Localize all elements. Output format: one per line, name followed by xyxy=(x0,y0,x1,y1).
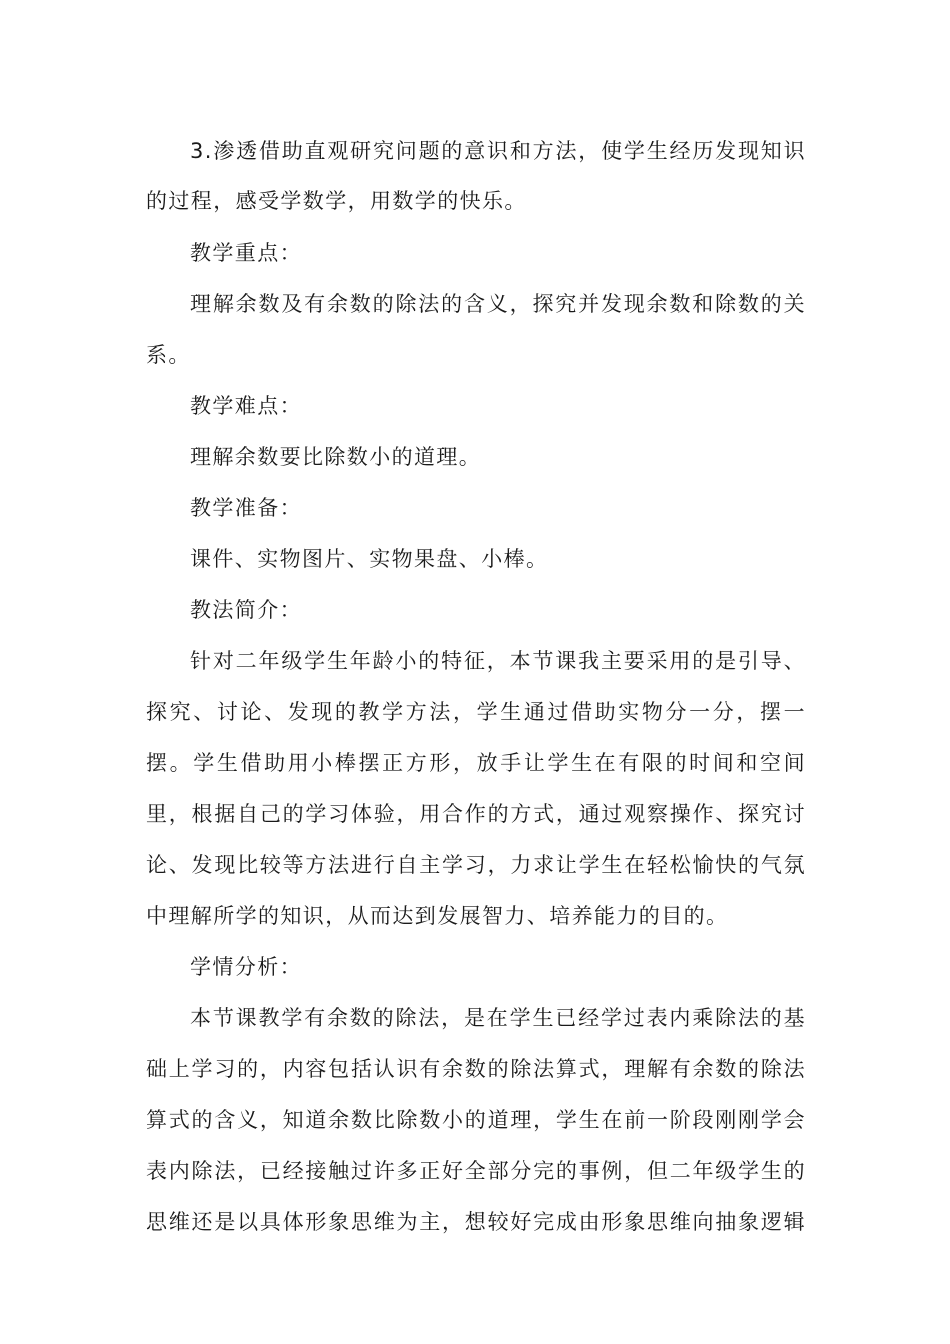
analysis-line-4: 表内除法，已经接触过许多正好全部分完的事例，但二年级学生的 xyxy=(146,1159,806,1183)
objective3-line-2: 的过程，感受学数学，用数学的快乐。 xyxy=(146,189,527,213)
method-line-3: 摆。学生借助用小棒摆正方形，放手让学生在有限的时间和空间 xyxy=(146,751,806,775)
difficulty-line-1: 理解余数要比除数小的道理。 xyxy=(190,445,482,469)
key-points-line-1: 理解余数及有余数的除法的含义，探究并发现余数和除数的关 xyxy=(190,292,806,316)
key-points-heading: 教学重点： xyxy=(190,241,302,265)
difficulty-heading: 教学难点： xyxy=(190,394,302,418)
preparation-heading: 教学准备： xyxy=(190,496,302,520)
method-line-2: 探究、讨论、发现的教学方法，学生通过借助实物分一分，摆一 xyxy=(146,700,806,724)
analysis-line-5: 思维还是以具体形象思维为主，想较好完成由形象思维向抽象逻辑 xyxy=(146,1210,806,1234)
analysis-line-3: 算式的含义，知道余数比除数小的道理，学生在前一阶段刚刚学会 xyxy=(146,1108,806,1132)
analysis-line-2: 础上学习的，内容包括认识有余数的除法算式，理解有余数的除法 xyxy=(146,1057,806,1081)
preparation-line-1: 课件、实物图片、实物果盘、小棒。 xyxy=(190,547,549,571)
key-points-line-2: 系。 xyxy=(146,343,191,367)
method-line-6: 中理解所学的知识，从而达到发展智力、培养能力的目的。 xyxy=(146,904,729,928)
objective3-line-1: 3.渗透借助直观研究问题的意识和方法，使学生经历发现知识 xyxy=(190,139,806,163)
method-line-5: 论、发现比较等方法进行自主学习，力求让学生在轻松愉快的气氛 xyxy=(146,853,806,877)
method-line-4: 里，根据自己的学习体验，用合作的方式，通过观察操作、探究讨 xyxy=(146,802,806,826)
analysis-heading: 学情分析： xyxy=(190,955,302,979)
method-line-1: 针对二年级学生年龄小的特征，本节课我主要采用的是引导、 xyxy=(190,649,806,673)
method-heading: 教法简介： xyxy=(190,598,302,622)
analysis-line-1: 本节课教学有余数的除法，是在学生已经学过表内乘除法的基 xyxy=(190,1006,806,1030)
